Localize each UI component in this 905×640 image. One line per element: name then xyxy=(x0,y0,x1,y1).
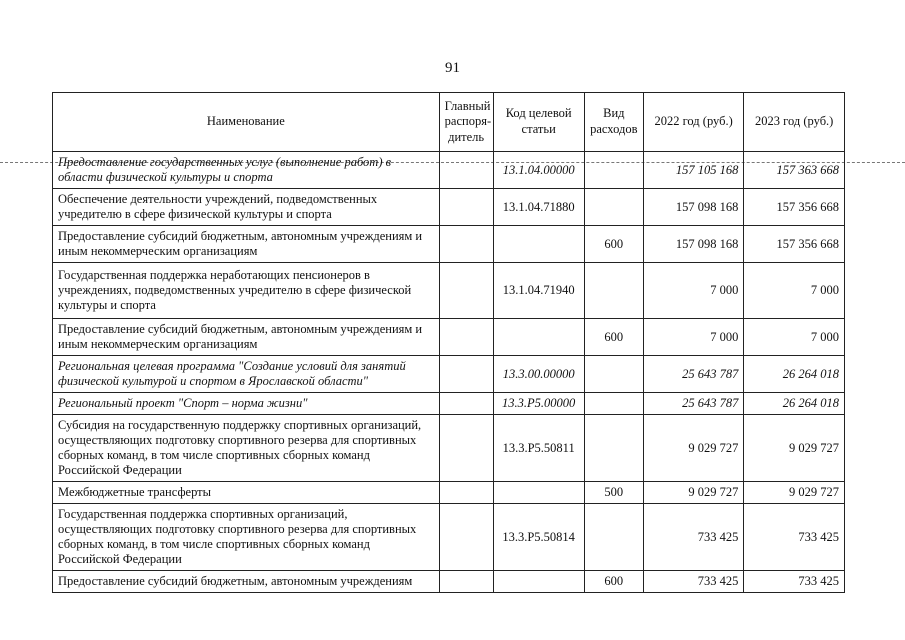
cell-type xyxy=(584,415,643,482)
header-code: Код целевой статьи xyxy=(493,93,584,152)
table-row xyxy=(53,152,845,189)
cell-admin xyxy=(439,393,493,415)
cell-name: Предоставление субсидий бюджетным, автономным учреждениям xyxy=(53,571,440,593)
cell-code: 13.3.00.00000 xyxy=(493,356,584,393)
cell-year-2023: 9 029 727 xyxy=(744,482,845,504)
cell-code: 13.3.P5.50811 xyxy=(493,415,584,482)
budget-table xyxy=(52,92,845,593)
cell-year-2022: 25 643 787 xyxy=(643,356,744,393)
header-year-2023: 2023 год (руб.) xyxy=(744,93,845,152)
cell-year-2023: 9 029 727 xyxy=(744,415,845,482)
cell-code: 13.3.P5.50814 xyxy=(493,504,584,571)
cell-year-2023: 26 264 018 xyxy=(744,356,845,393)
cell-type xyxy=(584,504,643,571)
cell-admin xyxy=(439,415,493,482)
cell-year-2023: 7 000 xyxy=(744,263,845,319)
table-row xyxy=(53,226,845,263)
cell-name: Региональный проект "Спорт – норма жизни" xyxy=(53,393,440,415)
header-admin: Главный распоря-дитель xyxy=(439,93,493,152)
cell-code: 13.1.04.00000 xyxy=(493,152,584,189)
cell-year-2022: 25 643 787 xyxy=(643,393,744,415)
cell-name: Предоставление субсидий бюджетным, автономным учреждениям и иным некоммерческим организациям xyxy=(53,226,440,263)
cell-year-2023: 157 363 668 xyxy=(744,152,845,189)
cell-year-2023: 26 264 018 xyxy=(744,393,845,415)
table-row xyxy=(53,189,845,226)
cell-code: 13.3.P5.00000 xyxy=(493,393,584,415)
table-row xyxy=(53,571,845,593)
cell-year-2023: 733 425 xyxy=(744,504,845,571)
cell-year-2023: 733 425 xyxy=(744,571,845,593)
cell-type xyxy=(584,152,643,189)
cell-name: Государственная поддержка спортивных организаций, осуществляющих подготовку спортивного резерва для спортивных сборных команд, в том числе спортивных сборных команд Российской Федерации xyxy=(53,504,440,571)
header-year-2022: 2022 год (руб.) xyxy=(643,93,744,152)
cell-name: Государственная поддержка неработающих пенсионеров в учреждениях, подведомственных учредителю в сфере физической культуры и спорта xyxy=(53,263,440,319)
cell-type: 600 xyxy=(584,226,643,263)
cell-type xyxy=(584,393,643,415)
table-row xyxy=(53,482,845,504)
cell-year-2022: 7 000 xyxy=(643,263,744,319)
cell-admin xyxy=(439,356,493,393)
cell-type xyxy=(584,356,643,393)
cell-code xyxy=(493,226,584,263)
cell-admin xyxy=(439,189,493,226)
cell-admin xyxy=(439,319,493,356)
header-row xyxy=(53,93,845,152)
page-number: 91 xyxy=(445,60,460,76)
cell-year-2022: 7 000 xyxy=(643,319,744,356)
table-row xyxy=(53,319,845,356)
cell-code: 13.1.04.71940 xyxy=(493,263,584,319)
cell-year-2023: 157 356 668 xyxy=(744,189,845,226)
cell-type xyxy=(584,263,643,319)
cell-type xyxy=(584,189,643,226)
cell-year-2022: 157 098 168 xyxy=(643,189,744,226)
cell-name: Предоставление субсидий бюджетным, автономным учреждениям и иным некоммерческим организациям xyxy=(53,319,440,356)
table-header xyxy=(53,93,845,152)
cell-code xyxy=(493,482,584,504)
header-type: Вид расходов xyxy=(584,93,643,152)
table-row xyxy=(53,415,845,482)
cell-year-2023: 157 356 668 xyxy=(744,226,845,263)
cell-year-2022: 157 105 168 xyxy=(643,152,744,189)
table-row xyxy=(53,393,845,415)
cell-year-2022: 157 098 168 xyxy=(643,226,744,263)
cell-name: Обеспечение деятельности учреждений, подведомственных учредителю в сфере физической культуры и спорта xyxy=(53,189,440,226)
cell-name: Предоставление государственных услуг (выполнение работ) в области физической культуры и спорта xyxy=(53,152,440,189)
table-row xyxy=(53,504,845,571)
cell-admin xyxy=(439,263,493,319)
cell-year-2023: 7 000 xyxy=(744,319,845,356)
cell-admin xyxy=(439,571,493,593)
table-row xyxy=(53,356,845,393)
cell-type: 600 xyxy=(584,319,643,356)
cell-code: 13.1.04.71880 xyxy=(493,189,584,226)
cell-year-2022: 733 425 xyxy=(643,571,744,593)
cell-admin xyxy=(439,482,493,504)
cell-admin xyxy=(439,504,493,571)
cell-year-2022: 733 425 xyxy=(643,504,744,571)
cell-type: 500 xyxy=(584,482,643,504)
cell-admin xyxy=(439,226,493,263)
cell-name: Региональная целевая программа "Создание условий для занятий физической культурой и спортом в Ярославской области" xyxy=(53,356,440,393)
cell-name: Субсидия на государственную поддержку спортивных организаций, осуществляющих подготовку спортивного резерва для спортивных сборных команд, в том числе спортивных сборных команд Российской Федерации xyxy=(53,415,440,482)
cell-code xyxy=(493,571,584,593)
cell-admin xyxy=(439,152,493,189)
cell-type: 600 xyxy=(584,571,643,593)
cell-code xyxy=(493,319,584,356)
table-row xyxy=(53,263,845,319)
cell-year-2022: 9 029 727 xyxy=(643,415,744,482)
cell-year-2022: 9 029 727 xyxy=(643,482,744,504)
cell-name: Межбюджетные трансферты xyxy=(53,482,440,504)
header-name: Наименование xyxy=(53,93,440,152)
table-body xyxy=(53,152,845,593)
